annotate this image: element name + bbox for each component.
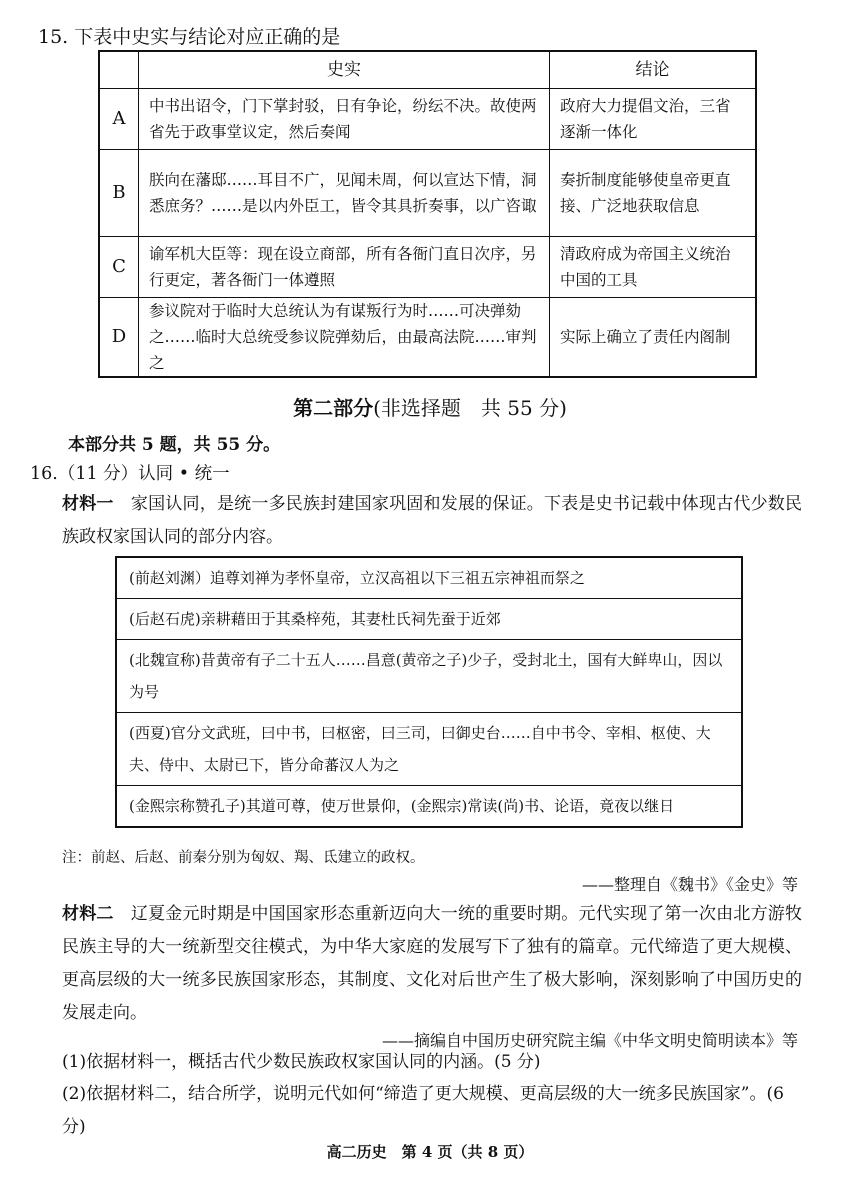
source-citation-one: ——整理自《魏书》《金史》等 <box>581 875 798 894</box>
fact-cell: 谕军机大臣等：现在设立商部，所有各衙门直日次序，另行更定，著各衙门一体遵照 <box>139 237 550 298</box>
record-cell: (前赵刘渊）追尊刘禅为孝怀皇帝，立汉高祖以下三祖五宗神祖而祭之 <box>116 557 742 599</box>
conclusion-cell: 清政府成为帝国主义统治中国的工具 <box>550 237 757 298</box>
material-one <box>62 488 802 554</box>
table-row <box>116 640 742 713</box>
material-two-label: 材料二 <box>62 904 114 924</box>
part-two-subtitle: (非选择题 共 55 分) <box>373 396 567 420</box>
material-two-text: 辽夏金元时期是中国国家形态重新迈向大一统的重要时期。元代实现了第一次由北方游牧民族主导的大一统新型交往模式，为中华大家庭的发展写下了独有的篇章。元代缔造了更大规模、更高层级的大一统多民族国家形态，其制度、文化对后世产生了极大影响，深刻影响了中国历史的发展走向。 <box>62 904 803 1023</box>
sub-question-two: (2)依据材料二，结合所学，说明元代如何“缔造了更大规模、更高层级的大一统多民族国家”。(6 分) <box>62 1084 784 1137</box>
table-header-row <box>99 51 756 89</box>
header-conclusion: 结论 <box>550 51 757 89</box>
material-two <box>62 898 802 1030</box>
page-footer: 高二历史 第 4 页（共 8 页） <box>326 1143 534 1161</box>
table-row <box>99 298 756 378</box>
part-two-title: 第二部分 <box>293 396 374 420</box>
record-cell: (金熙宗称赞孔子)其道可尊，使万世景仰，(金熙宗)常读(尚)书、论语，竟夜以继日 <box>116 786 742 828</box>
table-note: 注：前赵、后赵、前秦分别为匈奴、羯、氐建立的政权。 <box>62 850 425 866</box>
conclusion-cell: 实际上确立了责任内阁制 <box>550 298 757 378</box>
option-label: D <box>99 298 139 378</box>
question-16-title: 16.（11 分）认同 • 统一 <box>30 464 230 484</box>
record-cell: (后赵石虎)亲耕藉田于其桑梓苑，其妻杜氏祠先蚕于近郊 <box>116 599 742 640</box>
record-cell: (西夏)官分文武班，曰中书，曰枢密，曰三司，曰御史台……自中书令、宰相、枢使、大夫、侍中、太尉已下，皆分命蕃汉人为之 <box>116 713 742 786</box>
table-row <box>116 599 742 640</box>
record-cell: (北魏宣称)昔黄帝有子二十五人……昌意(黄帝之子)少子，受封北土，国有大鲜卑山，因以为号 <box>116 640 742 713</box>
fact-cell: 朕向在藩邸……耳目不广，见闻未周，何以宣达下情，洞悉庶务？……是以内外臣工，皆令其具折奏事，以广咨诹 <box>139 150 550 237</box>
material-one-label: 材料一 <box>62 494 114 514</box>
table-row <box>116 786 742 828</box>
conclusion-cell: 奏折制度能够使皇帝更直接、广泛地获取信息 <box>550 150 757 237</box>
material-one-text: 家国认同，是统一多民族封建国家巩固和发展的保证。下表是史书记载中体现古代少数民族政权家国认同的部分内容。 <box>62 494 803 547</box>
option-label: A <box>99 89 139 150</box>
option-label: C <box>99 237 139 298</box>
part-two-intro: 本部分共 5 题，共 55 分。 <box>68 435 281 455</box>
source-citation-two: ——摘编自中国历史研究院主编《中华文明史简明读本》等 <box>381 1031 798 1050</box>
option-label: B <box>99 150 139 237</box>
conclusion-cell: 政府大力提倡文治，三省逐渐一体化 <box>550 89 757 150</box>
table-row <box>99 150 756 237</box>
part-two-heading <box>0 392 860 421</box>
header-option <box>99 51 139 89</box>
question-15-title: 15. 下表中史实与结论对应正确的是 <box>38 26 341 48</box>
sub-question-one: (1)依据材料一，概括古代少数民族政权家国认同的内涵。(5 分) <box>62 1052 541 1072</box>
fact-cell: 中书出诏令，门下掌封驳，日有争论，纷纭不决。故使两省先于政事堂议定，然后奏闻 <box>139 89 550 150</box>
table-row <box>116 557 742 599</box>
question-15-table <box>98 50 757 378</box>
table-row <box>99 89 756 150</box>
table-row <box>99 237 756 298</box>
material-one-table <box>115 556 743 828</box>
fact-cell: 参议院对于临时大总统认为有谋叛行为时……可决弹劾之……临时大总统受参议院弹劾后，由最高法院……审判之 <box>139 298 550 378</box>
table-row <box>116 713 742 786</box>
header-fact: 史实 <box>139 51 550 89</box>
